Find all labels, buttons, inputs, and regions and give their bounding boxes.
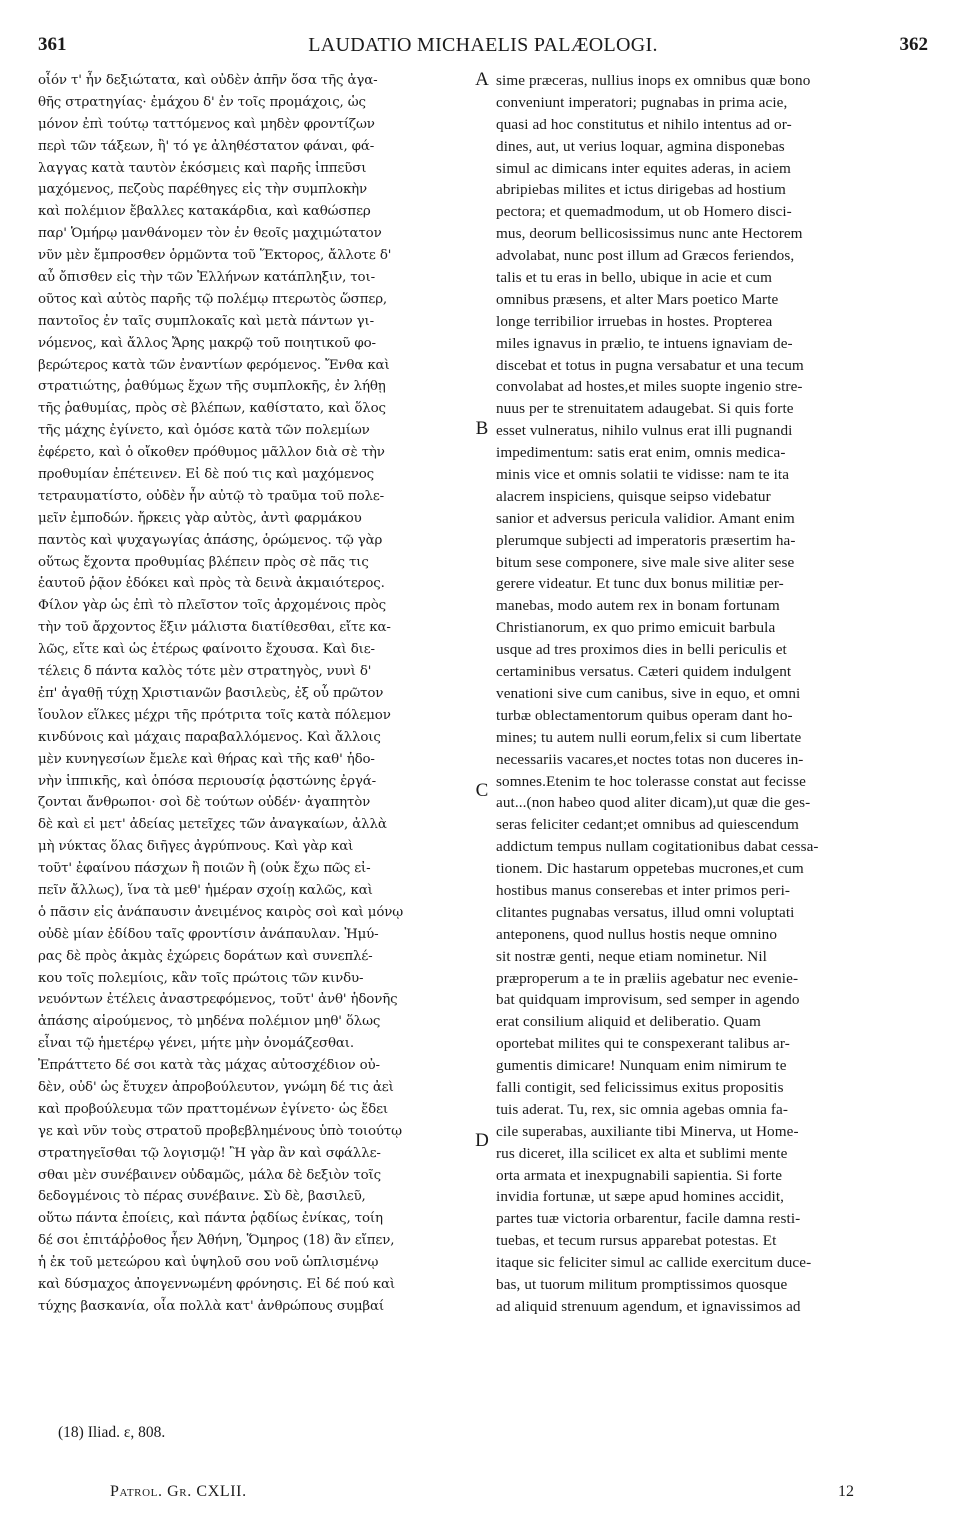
page-header xyxy=(38,34,928,64)
greek-text-line: Ἐπράττετο δέ σοι κατὰ τὰς μάχας αὐτοσχέδιον οὐ- xyxy=(38,1058,380,1074)
latin-text-line: erat consilium aliquid et deliberatio. Quam xyxy=(496,1013,761,1031)
greek-text-line: ἁπάσης αἱρούμενος, τὸ μηδένα πολέμιον μηθ' ὅλως xyxy=(38,1014,381,1030)
latin-text-line: discebat et totus in pugna versabatur et una tecum xyxy=(496,356,804,374)
latin-text-line: sit nostræ genti, neque etiam nominetur. Nil xyxy=(496,947,767,965)
greek-text-line: ἴουλον εἵλκες μέχρι τῆς πρότριτα τοῖς κατὰ πόλεμον xyxy=(38,707,391,723)
greek-text-line: καὶ δύσμαχος ἀπογεννωμένη φρόνησις. Εἰ δέ πού καὶ xyxy=(38,1276,396,1292)
latin-text-line: Christianorum, ex quo primo emicuit barbula xyxy=(496,619,776,637)
greek-text-line: σθαι μὲν συνέβαινεν οὐδαμῶς, μάλα δὲ δεξιὸν τοῖς xyxy=(38,1167,381,1183)
latin-text-line: turbæ oblectamentorum quibus operam dant ho- xyxy=(496,706,793,724)
greek-text-line: βερώτερος κατὰ τῶν ἐναντίων φερόμενος. Ἔνθα καὶ xyxy=(38,357,390,373)
greek-text-line: ἐφέρετο, καὶ ὁ οἴκοθεν πρόθυμος μᾶλλον διὰ σὲ τὴν xyxy=(38,445,385,461)
latin-text-line: somnes.Etenim te hoc tolerasse constat aut fecisse xyxy=(496,772,806,790)
latin-text-line: pectora; et quemadmodum, ut ob Homero disci- xyxy=(496,203,792,221)
latin-text-line: orta armata et inexpugnabili sapientia. Si forte xyxy=(496,1166,783,1184)
greek-text-line: κου τοῖς πολεμίοις, κἂν τοῖς πρώτοις τῶν κινδυ- xyxy=(38,970,364,986)
greek-column xyxy=(38,70,474,1318)
latin-text-line: convolabat ad hostes,et miles suopte ingenio stre- xyxy=(496,378,803,396)
greek-text-line: τετραυματίστο, οὐδὲν ἦν αὐτῷ τὸ τραῦμα τοῦ πολε- xyxy=(38,488,385,504)
greek-text-line: νὴν ἱππικῆς, καὶ ὁπόσα περιουσίᾳ ῥᾳστώνης ἐργά- xyxy=(38,773,376,789)
latin-text-line: seras feliciter cedant;et omnibus ad quiescendum xyxy=(496,816,799,834)
latin-text-line: addictum tempus nullam cogitationibus dabat cessa- xyxy=(496,838,819,856)
latin-text-line: quasi ad hoc constitutus et nihilo intentus ad or- xyxy=(496,115,792,133)
latin-text-line: oportebat milites qui te conspexerant talibus ar- xyxy=(496,1035,790,1053)
greek-text-line: μὲν κυνηγεσίων ἔμελε καὶ θήρας καὶ τῆς καθ' ἡδο- xyxy=(38,751,375,767)
greek-text-line: οὕτω πάντα ἐποίεις, καὶ πάντα ῥᾳδίως ἐνίκας, τοίη xyxy=(38,1211,383,1227)
latin-text-line: sanior et adversus pericula validior. Amant enim xyxy=(496,509,795,527)
running-title: LAUDATIO MICHAELIS PALÆOLOGI. xyxy=(308,34,658,56)
greek-text-line: μόνον ἐπὶ τούτῳ ταττόμενος καὶ μηδὲν φροντίζων xyxy=(38,116,375,132)
latin-text-line: omnibus præsens, et alter Mars poetico Marte xyxy=(496,290,779,308)
footnote: (18) Iliad. ε, 808. xyxy=(58,1424,166,1441)
greek-text-line: νόμενος, καὶ ἄλλος Ἄρης μακρῷ τοῦ ποιητικοῦ φο- xyxy=(38,335,376,351)
greek-text-line: ἐπ' ἀγαθῇ τύχῃ Χριστιανῶν βασιλεὺς, ἐξ οὗ πρῶτον xyxy=(38,685,384,701)
greek-text-line: τῆς μάχης ἐγίνετο, καὶ ὁμόσε κατὰ τῶν πολεμίων xyxy=(38,423,370,439)
greek-text-line: παρ' Ὁμήρῳ μανθάνομεν τὸν ἐν θεοῖς μαχιμώτατον xyxy=(38,226,382,242)
latin-text-line: dines, aut, ut verius loquar, agmina disponebas xyxy=(496,137,785,155)
latin-text-line: gerere videatur. Et tunc dux bonus militiæ per- xyxy=(496,575,784,593)
latin-text-line: miles ignavus in prælio, te intuens ignaviam de- xyxy=(496,334,793,352)
greek-text-line: νευόντων ἐτέλεις ἀναστρεφόμενος, τοῦτ' ἀνθ' ἡδονῆς xyxy=(38,992,398,1008)
greek-text-line: στρατηγεῖσθαι τῷ λογισμῷ! Ἢ γὰρ ἂν καὶ σφάλλε- xyxy=(38,1145,381,1161)
latin-text-line: gumentis dimicare! Nunquam enim nimirum te xyxy=(496,1057,787,1075)
greek-text-line: περὶ τῶν τάξεων, ἢ' τό γε ἀληθέστατον φάναι, φά- xyxy=(38,138,375,154)
latin-column xyxy=(496,70,930,1318)
greek-text-line: ρας δὲ πρὸς ἀκμὰς ἐχώρεις δοράτων καὶ συνεπλέ- xyxy=(38,948,373,964)
latin-text-line: bat quidquam improvisum, sed semper in agendo xyxy=(496,991,800,1009)
greek-text-line: προθυμίαν ἐπέτεινεν. Εἰ δὲ πού τις καὶ μαχόμενος xyxy=(38,467,375,483)
greek-text-line: Φίλον γὰρ ὡς ἐπὶ τὸ πλεῖστον τοῖς ἀρχομένοις πρὸς xyxy=(38,598,387,614)
latin-text-line: bas, ut tuorum militum promptissimos quosque xyxy=(496,1275,788,1293)
latin-text-line: advolabat, nunc post illum ad Græcos feriendos, xyxy=(496,247,795,265)
greek-text-line: ἡ ἐκ τοῦ μετεώρου καὶ ὑψηλοῦ σου νοῦ ὡπλισμένῳ xyxy=(38,1255,379,1271)
latin-text-line: itaque sic feliciter simul ac callide exercitum duce- xyxy=(496,1254,812,1272)
latin-text-line: esset vulneratus, nihilo vulnus erat illi pugnandi xyxy=(496,422,793,440)
latin-text-line: partes tuæ victoria orbarentur, facile damna resti- xyxy=(496,1210,801,1228)
greek-text-line: πεῖν ἄλλως), ἵνα τὰ μεθ' ἡμέραν σχοίῃ καλῶς, καὶ xyxy=(38,882,373,898)
latin-text-line: necessariis vacares,et noctes totas non duceres in- xyxy=(496,750,804,768)
greek-text-line: κινδύνοις καὶ μάχαις παραβαλλόμενος. Καὶ ἄλλοις xyxy=(38,729,381,745)
latin-text-line: falli contigit, sed felicissimus exitus propositis xyxy=(496,1078,784,1096)
latin-text-line: rus diceret, illa scilicet ex alta et sublimi mente xyxy=(496,1144,788,1162)
greek-text-line: γε καὶ νῦν τοὺς στρατοῦ προβεβλημένους ὑπὸ τοιούτῳ xyxy=(38,1123,402,1139)
greek-text-line: ὁ πᾶσιν εἰς ἀνάπαυσιν ἀνειμένος καιρὸς σοὶ καὶ μόνῳ xyxy=(38,904,404,920)
latin-text-line: abripiebas milites et ictus dirigebas ad hostium xyxy=(496,181,786,199)
latin-text-line: clitantes pugnabas versatus, illud omni voluptati xyxy=(496,903,795,921)
greek-text-line: οῦτος καὶ αὐτὸς παρῆς τῷ πολέμῳ πτερωτὸς ὥσπερ, xyxy=(38,291,388,307)
greek-text-line: τῆς ῥαθυμίας, πρὸς σὲ βλέπων, καθίστατο, καὶ ὅλος xyxy=(38,401,386,417)
greek-text-line: ἑαυτοῦ ῥᾷον ἐδόκει καὶ πρὸς τὰ δεινὰ ἀκμαιότερος. xyxy=(38,576,385,592)
greek-text-line: παντὸς καὶ ψυχαγωγίας ἁπάσης, ὁρώμενος. τῷ γὰρ xyxy=(38,532,383,548)
latin-text-line: plerumque subjecti ad imperatoris præsertim ha- xyxy=(496,531,796,549)
greek-text-line: στρατιώτης, ῥαθύμως ἔχων τῆς συμπλοκῆς, ἐν λήθῃ xyxy=(38,379,386,395)
latin-text-line: nuus per te strenuitatem adaugebat. Si quis forte xyxy=(496,400,794,418)
greek-text-line: ζονται ἄνθρωποι· σοὶ δὲ τούτων οὐδέν· ἀγαπητὸν xyxy=(38,795,371,811)
latin-text-line: certaminibus versatus. Cæteri quidem indulgent xyxy=(496,663,792,681)
greek-text-line: παντοῖος ἐν ταῖς συμπλοκαῖς καὶ μετὰ πάντων γι- xyxy=(38,313,375,329)
greek-text-line: καὶ προβούλευμα τῶν πραττομένων ἐγίνετο· ὡς ἔδει xyxy=(38,1101,388,1117)
section-marker-d: D xyxy=(475,1130,489,1151)
page-number-left: 361 xyxy=(38,34,67,55)
latin-text-line: longe terribilior irruebas in hostes. Propterea xyxy=(496,312,773,330)
latin-text-line: alacrem inspiciens, quisque seipso videbatur xyxy=(496,487,771,505)
sheet-number: 12 xyxy=(838,1483,854,1500)
greek-text-line: δεδογμένοις τὸ πέρας συνέβαινε. Σὺ δὲ, βασιλεῦ, xyxy=(38,1189,366,1205)
latin-text-line: impedimentum: satis erat enim, omnis medica- xyxy=(496,444,786,462)
latin-text-line: sime præceras, nullius inops ex omnibus quæ bono xyxy=(496,72,811,89)
latin-text-line: venationi sive cum canibus, sive in equo, et omni xyxy=(496,684,801,702)
latin-text-line: bitum sese componere, sive male sive aliter sese xyxy=(496,553,795,571)
greek-text-line: νῦν μὲν ἔμπροσθεν ὁρμῶντα τοῦ Ἕκτορος, ἄλλοτε δ' xyxy=(38,248,392,264)
greek-text-line: μεῖν ἐμποδών. ἤρκεις γὰρ αὐτὸς, ἀντὶ φαρμάκου xyxy=(38,510,362,526)
latin-text-line: præproperum a te in præliis agebatur nec evenie- xyxy=(496,969,799,987)
greek-text-line: οἷόν τ' ἦν δεξιώτατα, καὶ οὐδὲν ἀπῆν ὅσα τῆς ἀγα- xyxy=(38,73,378,88)
page-number-right: 362 xyxy=(899,34,928,55)
section-marker-b: B xyxy=(475,418,489,439)
greek-text-line: οὐδὲ μίαν ἐδίδου ταῖς φροντίσιν ἀνάπαυλαν. Ἠμύ- xyxy=(38,926,379,942)
latin-text-line: tionem. Dic hastarum oppetebas mucrones,et cum xyxy=(496,860,804,878)
section-marker-c: C xyxy=(475,780,489,801)
latin-text-line: ad aliquid strenuum agendum, et ignavissimos ad xyxy=(496,1297,801,1315)
latin-text-line: mines; tu autem nulli eorum,felix si cum libertate xyxy=(496,728,802,746)
latin-text-line: invidia fortunæ, ut sæpe apud homines accidit, xyxy=(496,1188,785,1206)
section-marker-a: A xyxy=(475,69,489,90)
greek-text-line: θῆς στρατηγίας· ἐμάχου δ' ἐν τοῖς προμάχοις, ὡς xyxy=(38,94,366,110)
greek-text-line: λαγγας κατὰ ταυτὸν ἐκόσμεις καὶ παρῆς ἱππεῦσι xyxy=(38,160,367,176)
latin-text-line: simul ac dimicans inter equites aderas, in aciem xyxy=(496,159,791,177)
greek-text-line: αὖ ὄπισθεν εἰς τὴν τῶν Ἑλλήνων κατάπληξιν, τοι- xyxy=(38,270,375,286)
latin-text-line: tuis aderat. Tu, rex, sic omnia agebas omnia fa- xyxy=(496,1100,789,1118)
latin-text-line: cile superabas, auxiliante tibi Minerva, ut Home- xyxy=(496,1122,799,1140)
greek-text-line: τὴν τοῦ ἄρχοντος ἕξιν μάλιστα διατίθεσθαι, εἴτε κα- xyxy=(38,620,391,636)
latin-text-line: hostibus manus conserebas et inter primos peri- xyxy=(496,881,791,899)
greek-text-line: οὕτως ἔχοντα προθυμίας βλέπειν πρὸς σὲ πᾶς τις xyxy=(38,554,369,570)
latin-text-line: conveniunt imperatori; pugnabas in prima acie, xyxy=(496,93,788,111)
latin-text-line: manebas, modo autem rex in bonam fortunam xyxy=(496,597,780,615)
latin-text-line: talis et tu eras in bello, ubique in acie et cum xyxy=(496,269,772,287)
latin-text-line: tuebas, et tecum rursus apparebat potestas. Et xyxy=(496,1232,777,1250)
greek-text-line: δὲ καὶ εἰ μετ' ἀδείας μετεῖχες τῶν ἀναγκαίων, ἀλλὰ xyxy=(38,817,387,833)
greek-text-line: μὴ νύκτας ὅλας διῆγες ἀγρύπνους. Καὶ γὰρ καὶ xyxy=(38,839,354,855)
source-signature: Patrol. Gr. CXLII. xyxy=(110,1483,247,1500)
latin-text-line: aut...(non habeo quod aliter dicam),ut quæ die ges- xyxy=(496,794,811,812)
latin-text-line: usque ad tres proximos dies in belli periculis et xyxy=(496,641,787,659)
greek-text-line: δὲν, οὐδ' ὡς ἔτυχεν ἀπροβούλευτον, γνώμη δέ τις ἀεὶ xyxy=(38,1079,394,1095)
latin-text-line: mus, deorum bellicosissimus nunc ante Hectorem xyxy=(496,225,803,243)
greek-text-line: λῶς, εἴτε καὶ ὡς ἑτέρως φαίνοιτο ἔχουσα. Καὶ διε- xyxy=(38,642,375,658)
greek-text-line: δέ σοι ἐπιτάῤῥοθος ἦεν Ἀθήνη, Ὅμηρος (18) ἂν εἴπεν, xyxy=(38,1233,395,1249)
greek-text-line: τέλεις δ πάντα καλὸς τότε μὲν στρατηγὸς, νυνὶ δ' xyxy=(38,664,372,680)
greek-text-line: τοῦτ' ἐφαίνου πάσχων ἢ ποιῶν ἢ (οὐκ ἔχω πῶς εἰ- xyxy=(38,861,371,877)
latin-text-line: minis vice et omnis solatii te vidisse: nam te ita xyxy=(496,466,790,484)
latin-text-line: anteponens, quod nullus hostis neque omnino xyxy=(496,925,778,943)
greek-text-line: εἶναι τῷ ἡμετέρῳ γένει, μήτε μὴν ὀνομάζεσθαι. xyxy=(38,1036,354,1052)
greek-text-line: τύχης βασκανία, οἷα πολλὰ κατ' ἀνθρώπους συμβαί xyxy=(38,1298,384,1314)
greek-text-line: καὶ πολέμιον ἔβαλλες κατακάρδια, καὶ καθώσπερ xyxy=(38,204,371,220)
greek-text-line: μαχόμενος, πεζοὺς παρέθηγες εἰς τὴν συμπλοκὴν xyxy=(38,182,368,198)
